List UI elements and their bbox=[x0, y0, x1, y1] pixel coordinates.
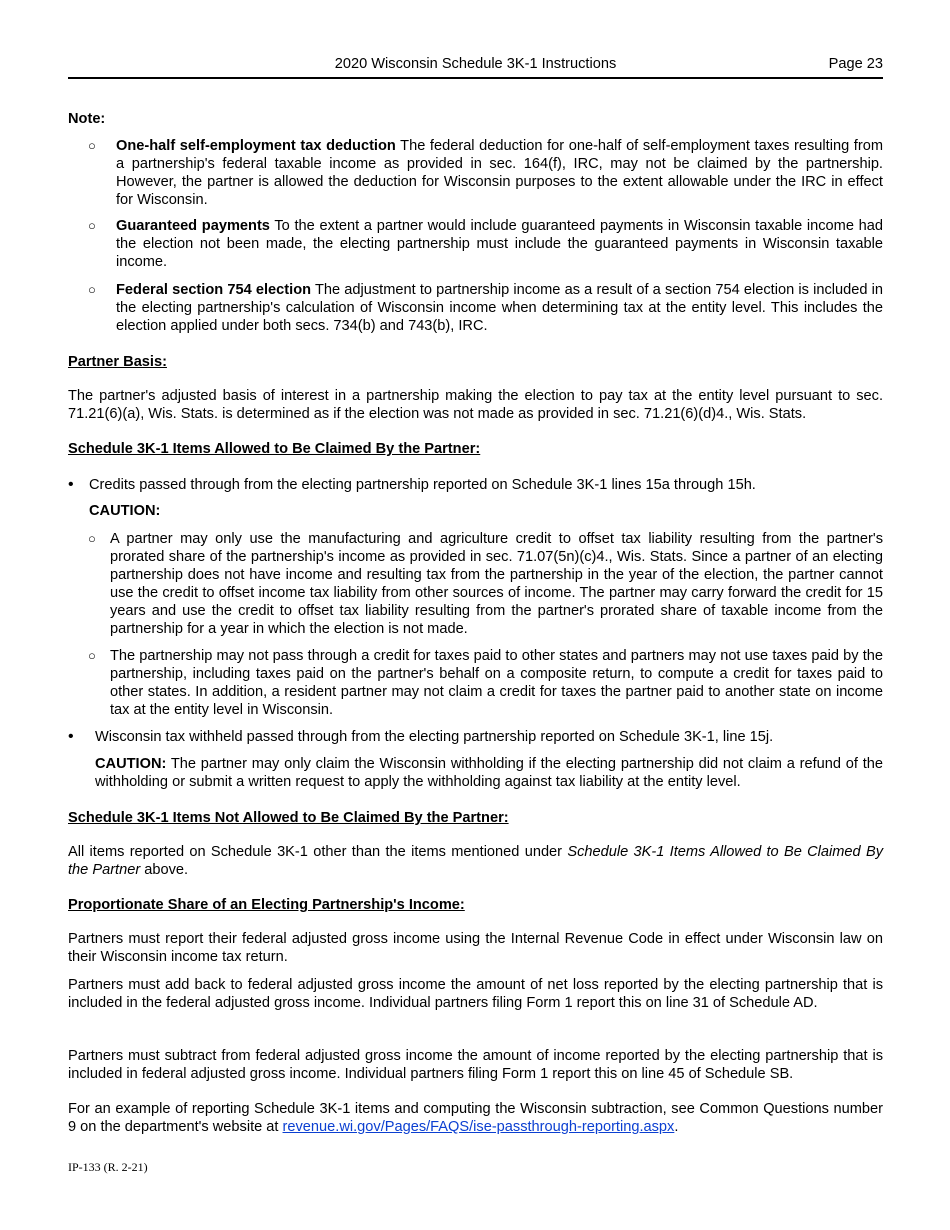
bullet-icon: • bbox=[68, 728, 74, 745]
page-number: Page 23 bbox=[828, 56, 883, 72]
note-item-term: Federal section 754 election bbox=[116, 282, 312, 298]
partner-basis-text: The partner's adjusted basis of interest in a partnership making the election to pay tax at the entity level pursuant to sec. 71.21(6)(a), Wis. Stats. is determined as if the election was not made as provided in sec. 71.21(6)(d)4., Wis. Stats. bbox=[68, 388, 883, 422]
not-allowed-text: All items reported on Schedule 3K-1 other than the items mentioned under Schedule 3K-1 Items Allowed to Be Claimed By the Partner above. bbox=[68, 844, 884, 878]
proportionate-p4: For an example of reporting Schedule 3K-1 items and computing the Wisconsin subtraction, see Common Questions number 9 on the department's website at revenue.wi.gov/Pages/FAQS/ise-passthrough-reporting.aspx. bbox=[68, 1101, 883, 1135]
proportionate-p2: Partners must add back to federal adjusted gross income the amount of net loss reported by the electing partnership that is included in the federal adjusted gross income. Individual partners filing Form 1 report this on line 31 of Schedule AD. bbox=[68, 977, 883, 1011]
page-header bbox=[68, 55, 883, 79]
note-item-term: Guaranteed payments bbox=[116, 218, 270, 234]
note-heading: Note: bbox=[68, 111, 106, 127]
note-item-term: One-half self-employment tax deduction bbox=[116, 138, 396, 154]
not-allowed-heading: Schedule 3K-1 Items Not Allowed to Be Claimed By the Partner: bbox=[68, 810, 509, 826]
allowed-heading: Schedule 3K-1 Items Allowed to Be Claimed By the Partner: bbox=[68, 441, 481, 457]
partner-basis-heading: Partner Basis: bbox=[68, 354, 167, 370]
proportionate-heading: Proportionate Share of an Electing Partnership's Income: bbox=[68, 897, 465, 913]
circle-bullet-icon: ○ bbox=[88, 531, 96, 546]
proportionate-p1: Partners must report their federal adjusted gross income using the Internal Revenue Code in effect under Wisconsin law on their Wisconsin income tax return. bbox=[68, 931, 883, 965]
bullet-icon: • bbox=[68, 476, 74, 493]
header-title: 2020 Wisconsin Schedule 3K-1 Instructions bbox=[334, 56, 617, 72]
form-number-footer: IP-133 (R. 2-21) bbox=[68, 1160, 148, 1174]
circle-bullet-icon: ○ bbox=[88, 138, 96, 153]
circle-bullet-icon: ○ bbox=[88, 282, 96, 297]
proportionate-p3: Partners must subtract from federal adjusted gross income the amount of income reported by the electing partnership that is included in federal adjusted gross income. Individual partners filing Form 1 report this on line 45 of Schedule SB. bbox=[68, 1048, 883, 1082]
circle-bullet-icon: ○ bbox=[88, 218, 96, 233]
note-item-text: To the extent a partner would include guaranteed payments in Wisconsin taxable income had the election not been made, the electing partnership must include the guaranteed payments in Wisconsin taxable income. bbox=[116, 218, 883, 270]
note-item-text: The adjustment to partnership income as a result of a section 754 election is included in the electing partnership's calculation of Wisconsin income when determining tax at the entity level. This includes the election applied under both secs. 734(b) and 743(b), IRC. bbox=[116, 282, 883, 334]
faq-link[interactable]: revenue.wi.gov/Pages/FAQS/ise-passthrough-reporting.aspx bbox=[282, 1119, 675, 1135]
note-item-text: The federal deduction for one-half of self-employment taxes resulting from a partnership's federal taxable income as provided in sec. 164(f), IRC, may not be claimed by the partnership. However, the partner is allowed the deduction for Wisconsin purposes to the extent allowable under the IRC in effect for Wisconsin. bbox=[116, 138, 883, 208]
circle-bullet-icon: ○ bbox=[88, 648, 96, 663]
